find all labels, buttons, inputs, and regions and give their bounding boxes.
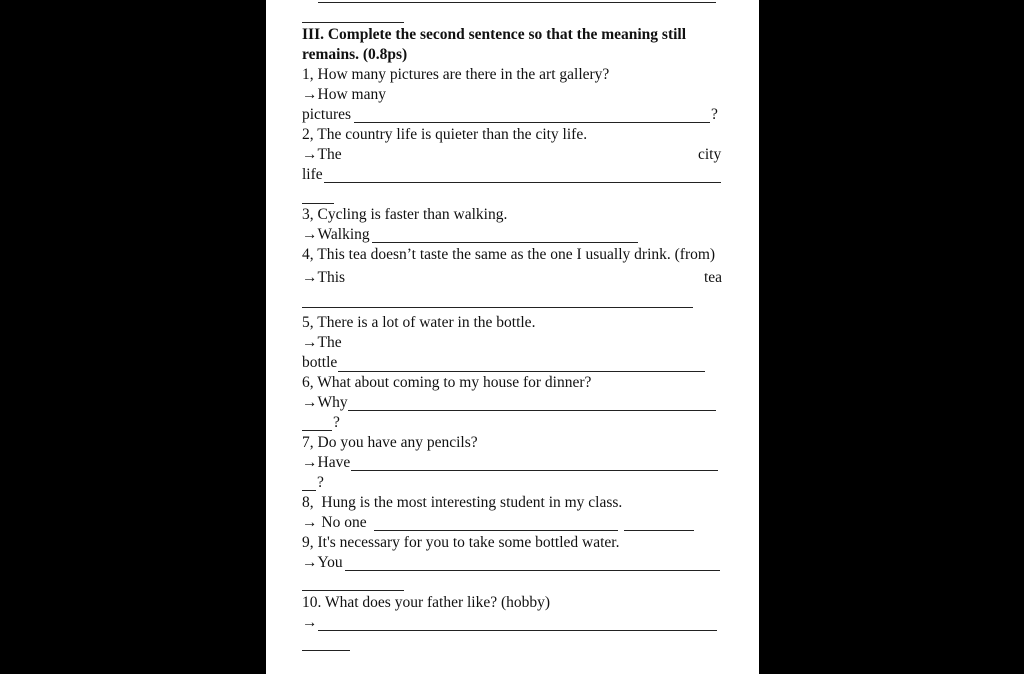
answer-line	[302, 430, 332, 431]
section-title: remains. (0.8ps)	[302, 46, 408, 63]
answer-line	[338, 371, 705, 372]
question-prompt: 5, There is a lot of water in the bottle.	[302, 314, 536, 331]
worksheet-page	[266, 0, 759, 674]
question-prompt: 9, It's necessary for you to take some bottled water.	[302, 534, 620, 551]
answer-start: →This	[302, 269, 346, 286]
answer-line	[302, 203, 334, 204]
answer-start: →	[302, 614, 318, 631]
question-prompt: 1, How many pictures are there in the art gallery?	[302, 66, 610, 83]
question-prompt: 3, Cycling is faster than walking.	[302, 206, 508, 223]
answer-start: → No one	[302, 514, 367, 531]
answer-line	[318, 630, 717, 631]
answer-line	[324, 182, 721, 183]
answer-line	[318, 2, 716, 3]
answer-line	[302, 22, 404, 23]
answer-start: bottle	[302, 354, 338, 371]
answer-start: →You	[302, 554, 343, 571]
section-title: III. Complete the second sentence so that the meaning still	[302, 26, 687, 43]
answer-start: life	[302, 166, 323, 183]
answer-end: ?	[711, 106, 718, 123]
answer-start: →How many	[302, 86, 386, 103]
answer-line	[302, 307, 693, 308]
answer-start: →Walking	[302, 226, 370, 243]
answer-start: →The	[302, 334, 342, 351]
answer-start: pictures	[302, 106, 352, 123]
answer-end: ?	[317, 474, 324, 491]
answer-line	[374, 530, 618, 531]
question-prompt: 6, What about coming to my house for dinner?	[302, 374, 592, 391]
answer-end: ?	[333, 414, 340, 431]
answer-line	[302, 490, 316, 491]
question-prompt: 2, The country life is quieter than the city life.	[302, 126, 588, 143]
answer-line	[351, 470, 718, 471]
answer-start: city	[698, 146, 722, 163]
question-prompt: 7, Do you have any pencils?	[302, 434, 478, 451]
answer-line	[345, 570, 720, 571]
answer-line	[354, 122, 710, 123]
question-prompt: 10. What does your father like? (hobby)	[302, 594, 551, 611]
answer-start: →The	[302, 146, 342, 163]
question-prompt: 8, Hung is the most interesting student in my class.	[302, 494, 623, 511]
answer-start: tea	[704, 269, 723, 286]
answer-line	[372, 242, 638, 243]
answer-start: →Why	[302, 394, 348, 411]
answer-line	[348, 410, 716, 411]
answer-start: →Have	[302, 454, 351, 471]
question-prompt: 4, This tea doesn’t taste the same as the one I usually drink. (from)	[302, 246, 716, 263]
answer-line	[302, 590, 404, 591]
answer-line	[302, 650, 350, 651]
answer-line	[624, 530, 694, 531]
